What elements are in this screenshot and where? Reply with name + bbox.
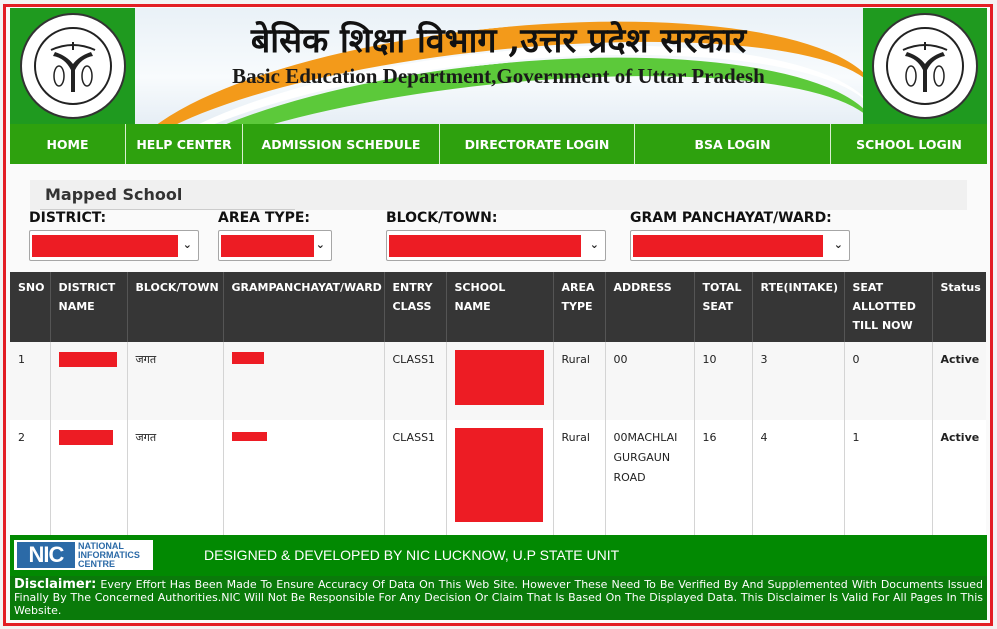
cell-sno: 2 [10, 420, 50, 538]
filter-label-block-town: BLOCK/TOWN: [386, 210, 498, 226]
col-district-name: DISTRICT NAME [50, 272, 127, 342]
col-sno: SNO [10, 272, 50, 342]
col-total-seat: TOTAL SEAT [694, 272, 752, 342]
main-nav [10, 124, 987, 164]
table-row [10, 420, 986, 538]
main-content [10, 164, 987, 534]
cell-address: 00MACHLAI GURGAUN ROAD [605, 420, 694, 538]
chevron-down-icon: ⌄ [833, 238, 843, 251]
cell-sno: 1 [10, 342, 50, 420]
chevron-down-icon: ⌄ [182, 238, 192, 251]
footer-credit-text: DESIGNED & DEVELOPED BY NIC LUCKNOW, U.P STATE UNIT [204, 547, 620, 563]
cell-school-name [446, 342, 553, 420]
filter-district [29, 210, 199, 261]
cell-district-name [50, 342, 127, 420]
col-block-town: BLOCK/TOWN [127, 272, 223, 342]
col-area-type: AREA TYPE [553, 272, 605, 342]
cell-total-seat: 10 [694, 342, 752, 420]
cell-district-name [50, 420, 127, 538]
up-government-emblem-icon [872, 13, 978, 119]
header-title-hindi: बेसिक शिक्षा विभाग ,उत्तर प्रदेश सरकार [250, 21, 747, 61]
filter-label-district: DISTRICT: [29, 210, 107, 226]
nav-directorate-login[interactable]: DIRECTORATE LOGIN [440, 124, 635, 164]
cell-entry-class: CLASS1 [384, 420, 446, 538]
cell-area-type: Rural [553, 420, 605, 538]
col-rte-intake: RTE(INTAKE) [752, 272, 844, 342]
redacted-value [633, 235, 823, 257]
cell-total-seat: 16 [694, 420, 752, 538]
status-badge: Active [932, 342, 986, 420]
header-banner [10, 8, 987, 124]
cell-block-town: जगत [127, 420, 223, 538]
cell-rte-intake: 3 [752, 342, 844, 420]
section-title: Mapped School [30, 180, 967, 210]
filter-block-town [386, 210, 606, 261]
nic-logo-text: NATIONAL INFORMATICS CENTRE [78, 540, 140, 569]
cell-school-name [446, 420, 553, 538]
nav-admission-schedule[interactable]: ADMISSION SCHEDULE [243, 124, 440, 164]
redacted-value [455, 350, 544, 405]
cell-address: 00 [605, 342, 694, 420]
col-school-name: SCHOOL NAME [446, 272, 553, 342]
filter-area-type [218, 210, 332, 261]
district-select[interactable] [29, 230, 199, 261]
col-seat-allotted: SEAT ALLOTTED TILL NOW [844, 272, 932, 342]
cell-grampanchayat-ward [223, 342, 384, 420]
area-type-select[interactable] [218, 230, 332, 261]
cell-seat-allotted: 1 [844, 420, 932, 538]
col-grampanchayat-ward: GRAMPANCHAYAT/WARD [223, 272, 384, 342]
nic-logo [14, 540, 153, 570]
redacted-value [32, 235, 178, 257]
table-row [10, 342, 986, 420]
col-address: ADDRESS [605, 272, 694, 342]
chevron-down-icon: ⌄ [589, 238, 599, 251]
redacted-value [389, 235, 581, 257]
chevron-down-icon: ⌄ [315, 238, 325, 251]
cell-area-type: Rural [553, 342, 605, 420]
redacted-value [59, 352, 117, 367]
redacted-value [221, 235, 314, 257]
nav-school-login[interactable]: SCHOOL LOGIN [856, 136, 962, 152]
cell-rte-intake: 4 [752, 420, 844, 538]
redacted-value [232, 352, 264, 364]
cell-grampanchayat-ward [223, 420, 384, 538]
col-entry-class: ENTRY CLASS [384, 272, 446, 342]
mapped-school-table [10, 272, 986, 538]
footer-disclaimer [10, 576, 987, 620]
disclaimer-text: Every Effort Has Been Made To Ensure Accuracy Of Data On This Web Site. However These Need To Be Verified By And Supplemented With Documents Issued Finally By The Concerned Authorities.NIC Will Not Be Responsible For Any Decision Or Claim That Is Based On The Displayed Data. This Disclaimer Is Valid For All Pages In This Website. [14, 578, 983, 617]
redacted-value [59, 430, 113, 445]
table-header-row [10, 272, 986, 342]
gram-panchayat-select[interactable] [630, 230, 850, 261]
redacted-value [232, 432, 267, 441]
redacted-value [455, 428, 543, 522]
status-badge: Active [932, 420, 986, 538]
cell-seat-allotted: 0 [844, 342, 932, 420]
nav-bsa-login[interactable]: BSA LOGIN [635, 124, 831, 164]
cell-block-town: जगत [127, 342, 223, 420]
block-town-select[interactable] [386, 230, 606, 261]
nav-home[interactable]: HOME [10, 124, 126, 164]
header-title-english: Basic Education Department,Government of Uttar Pradesh [232, 64, 765, 88]
cell-entry-class: CLASS1 [384, 342, 446, 420]
up-emblem-right [863, 8, 987, 124]
col-status: Status [932, 272, 986, 342]
filter-label-gram-panchayat: GRAM PANCHAYAT/WARD: [630, 210, 832, 226]
filter-label-area-type: AREA TYPE: [218, 210, 310, 226]
nic-logo-icon: NIC [17, 542, 75, 568]
nav-help-center[interactable]: HELP CENTER [126, 124, 243, 164]
filter-gram-panchayat [630, 210, 850, 261]
disclaimer-label: Disclaimer: [14, 577, 97, 592]
footer-credits [10, 535, 987, 576]
